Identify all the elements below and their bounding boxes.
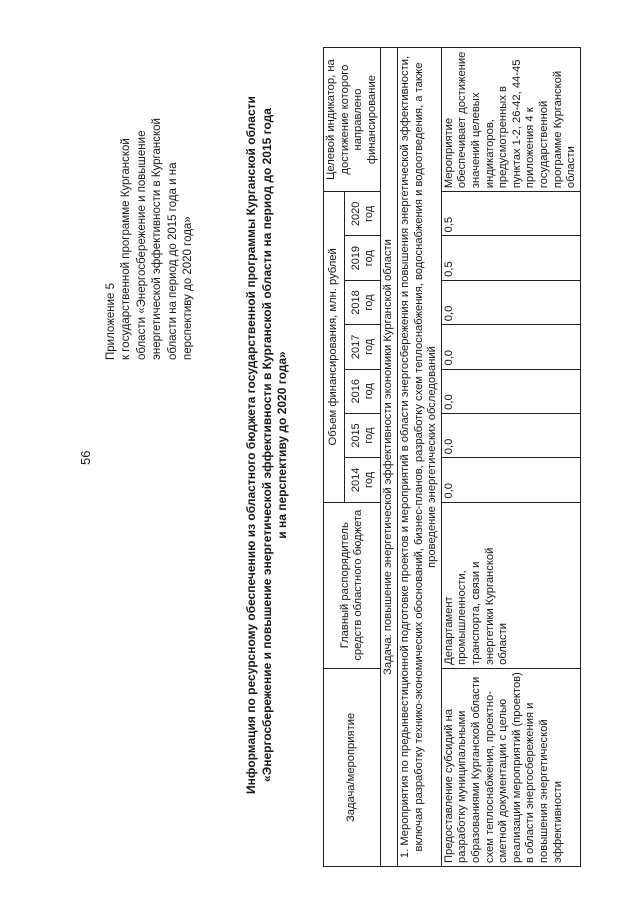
header-year: 2014 год bbox=[344, 458, 381, 502]
appendix-line: Приложение 5 bbox=[105, 282, 117, 360]
header-indicator: Целевой индикатор, на достижение которого направлено финансирование bbox=[324, 48, 381, 192]
appendix-line: перспективу до 2020 года» bbox=[182, 216, 195, 360]
header-row bbox=[324, 48, 345, 867]
header-year: 2020 год bbox=[344, 192, 381, 236]
task-cell: Задача: повышение энергетической эффективности экономики Курганской области bbox=[381, 48, 398, 867]
appendix-line: энергетической эффективности в Курганской bbox=[151, 118, 164, 360]
section-cell: 1. Мероприятия по предынвестиционной подготовке проектов и мероприятий в области энергосбережения и повышения энергетической эффективности, включая разработку технико-экономических обоснований, бизнес-планов, разработку схем теплоснабжения, водоснабжения и водоотведения, а также проведение энергетических обследований bbox=[397, 48, 441, 867]
header-year: 2019 год bbox=[344, 236, 381, 280]
row-value: 0,0 bbox=[441, 280, 580, 324]
row-value: 0,0 bbox=[441, 369, 580, 413]
title-line: и на перспективу до 2020 года» bbox=[275, 351, 289, 539]
table-row bbox=[441, 48, 580, 867]
header-task: Задача/мероприятие bbox=[324, 668, 381, 866]
title-line: Информация по ресурсному обеспечению из областного бюджета государственной программы Курганской области bbox=[244, 96, 258, 794]
appendix-line: области на период до 2015 года и на bbox=[166, 162, 179, 360]
row-value: 0,0 bbox=[441, 325, 580, 369]
row-value: 0,5 bbox=[441, 236, 580, 280]
header-year: 2016 год bbox=[344, 369, 381, 413]
header-year: 2015 год bbox=[344, 413, 381, 457]
funding-table bbox=[323, 47, 581, 867]
header-year: 2017 год bbox=[344, 325, 381, 369]
header-manager: Главный распорядитель средств областного бюджета bbox=[324, 502, 381, 668]
appendix-line: области «Энергосбережение и повышение bbox=[135, 130, 148, 360]
title-line: «Энергосбережение и повышение энергетической эффективности в Курганской области на период до 2015 года bbox=[259, 108, 274, 782]
row-value: 0,0 bbox=[441, 413, 580, 457]
header-funding: Объем финансирования, млн. рублей bbox=[324, 192, 345, 502]
row-manager: Департамент промышленности, транспорта, связи и энергетики Курганской области bbox=[441, 502, 580, 668]
document-title bbox=[244, 85, 291, 805]
header-year: 2018 год bbox=[344, 280, 381, 324]
row-task: Предоставление субсидий на разработку муниципальными образованиями Курганской области схем теплоснабжения, проектно-сметной документации с целью реализации мероприятий (проектов) в области энергосбережения и повышения энергетической эффективности bbox=[441, 668, 580, 866]
row-value: 0,0 bbox=[441, 458, 580, 502]
appendix-line: к государственной программе Курганской bbox=[120, 138, 133, 360]
section-row bbox=[397, 48, 441, 867]
task-row bbox=[381, 48, 398, 867]
row-indicator: Мероприятие обеспечивает достижение значений целевых индикаторов, предусмотренных в пунктах 1-2, 26-42, 44-45 приложения 4 к государственной программе Курганской области bbox=[441, 48, 580, 192]
page-number: 56 bbox=[78, 450, 93, 465]
appendix-note bbox=[104, 30, 196, 360]
row-value: 0,5 bbox=[441, 192, 580, 236]
